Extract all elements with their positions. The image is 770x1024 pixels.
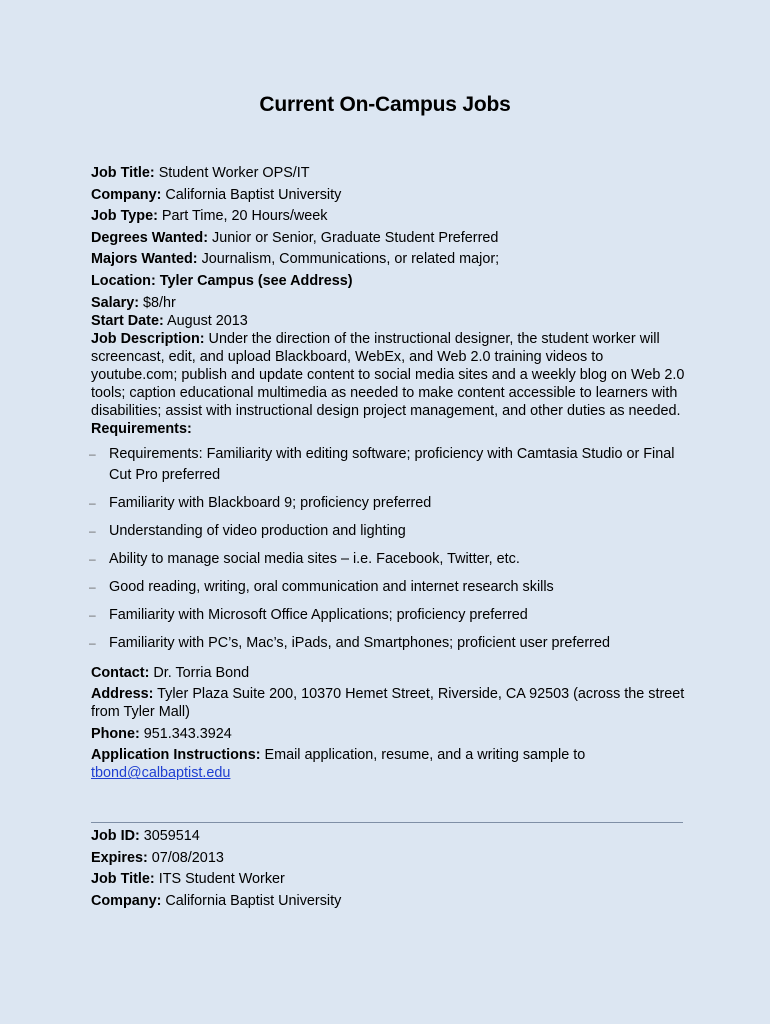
majors-value: Journalism, Communications, or related major;	[201, 251, 500, 268]
requirement-text: Good reading, writing, oral communication and internet research skills	[109, 578, 554, 595]
job-title-label: Job Title:	[91, 165, 155, 181]
list-item	[91, 444, 686, 486]
job-listing-1	[91, 164, 686, 786]
application-label: Application Instructions:	[91, 747, 261, 764]
dash-bullet-icon: –	[89, 446, 96, 461]
expires-field	[91, 849, 686, 867]
company-value: California Baptist University	[165, 186, 342, 203]
location-field	[91, 272, 686, 290]
company-field-2	[91, 892, 686, 910]
dash-bullet-icon: –	[89, 551, 96, 566]
salary-value: $8/hr	[143, 294, 176, 311]
address-field	[91, 685, 686, 721]
requirements-list	[91, 444, 686, 654]
start-date-field	[91, 312, 686, 330]
job-description	[91, 330, 686, 420]
job-id-field	[91, 827, 686, 845]
phone-field	[91, 725, 686, 743]
list-item	[91, 605, 686, 626]
application-value: Email application, resume, and a writing sample to	[264, 747, 586, 764]
job-type-field	[91, 207, 686, 225]
contact-label: Contact:	[91, 664, 150, 681]
expires-value: 07/08/2013	[151, 849, 224, 866]
job-title-value-2: ITS Student Worker	[158, 871, 285, 888]
section-divider	[91, 822, 683, 823]
page-title: Current On-Campus Jobs	[259, 93, 511, 116]
job-type-value: Part Time, 20 Hours/week	[161, 208, 328, 225]
requirement-text: Familiarity with PC’s, Mac’s, iPads, and Smartphones; proficient user preferred	[109, 634, 610, 651]
contact-block	[91, 664, 686, 783]
list-item	[91, 549, 686, 570]
salary-label: Salary:	[91, 294, 139, 311]
job-title-field	[91, 164, 686, 182]
job-title-label-2: Job Title:	[91, 871, 155, 888]
job-type-label: Job Type:	[91, 208, 158, 225]
majors-field	[91, 250, 686, 268]
company-field	[91, 186, 686, 204]
contact-field	[91, 664, 686, 682]
phone-value: 951.343.3924	[143, 725, 232, 742]
dash-bullet-icon: –	[89, 579, 96, 594]
majors-label: Majors Wanted:	[91, 251, 198, 268]
email-link[interactable]: tbond@calbaptist.edu	[91, 765, 231, 782]
job-description-text: Under the direction of the instructional designer, the student worker will screencast, edit, and upload Blackboard, WebEx, and Web 2.0 training videos to youtube.com; publish and update content to social media sites and a weekly blog on Web 2.0 tools; caption educational multimedia as needed to make content accessible to learners with disabilities; assist with instructional design project management, and other duties as needed.	[91, 330, 685, 419]
job-id-value: 3059514	[143, 828, 200, 844]
degrees-label: Degrees Wanted:	[91, 229, 209, 246]
list-item	[91, 493, 686, 514]
location-label: Location:	[91, 272, 156, 289]
degrees-field	[91, 229, 686, 247]
job-title-field-2	[91, 870, 686, 888]
contact-value: Dr. Torria Bond	[153, 664, 250, 681]
application-field	[91, 746, 686, 782]
requirement-text: Familiarity with Blackboard 9; proficiency preferred	[109, 494, 432, 511]
address-value: Tyler Plaza Suite 200, 10370 Hemet Street, Riverside, CA 92503 (across the street from Tyler Mall)	[91, 686, 685, 721]
dash-bullet-icon: –	[89, 495, 96, 510]
dash-bullet-icon: –	[89, 523, 96, 538]
start-date-label: Start Date:	[91, 312, 164, 329]
requirements-heading: Requirements:	[91, 420, 192, 437]
job-title-value: Student Worker OPS/IT	[158, 165, 310, 181]
dash-bullet-icon: –	[89, 635, 96, 650]
start-date-value: August 2013	[167, 312, 248, 329]
address-label: Address:	[91, 686, 154, 703]
dash-bullet-icon: –	[89, 607, 96, 622]
requirement-text: Familiarity with Microsoft Office Applications; proficiency preferred	[109, 606, 528, 623]
job-id-label: Job ID:	[91, 828, 140, 844]
salary-field	[91, 294, 686, 312]
expires-label: Expires:	[91, 849, 148, 866]
company-value-2: California Baptist University	[165, 892, 342, 909]
job-description-label: Job Description:	[91, 330, 205, 347]
company-label-2: Company:	[91, 892, 162, 909]
location-value: Tyler Campus (see Address)	[159, 272, 353, 289]
requirement-text: Ability to manage social media sites – i.e. Facebook, Twitter, etc.	[109, 550, 520, 567]
list-item	[91, 633, 686, 654]
phone-label: Phone:	[91, 725, 140, 742]
job-listing-2	[91, 827, 686, 913]
company-label: Company:	[91, 186, 162, 203]
requirement-text: Understanding of video production and lighting	[109, 522, 406, 539]
list-item	[91, 521, 686, 542]
list-item	[91, 577, 686, 598]
degrees-value: Junior or Senior, Graduate Student Preferred	[212, 229, 499, 246]
requirement-text: Requirements: Familiarity with editing software; proficiency with Camtasia Studio or Final Cut Pro preferred	[109, 445, 675, 483]
